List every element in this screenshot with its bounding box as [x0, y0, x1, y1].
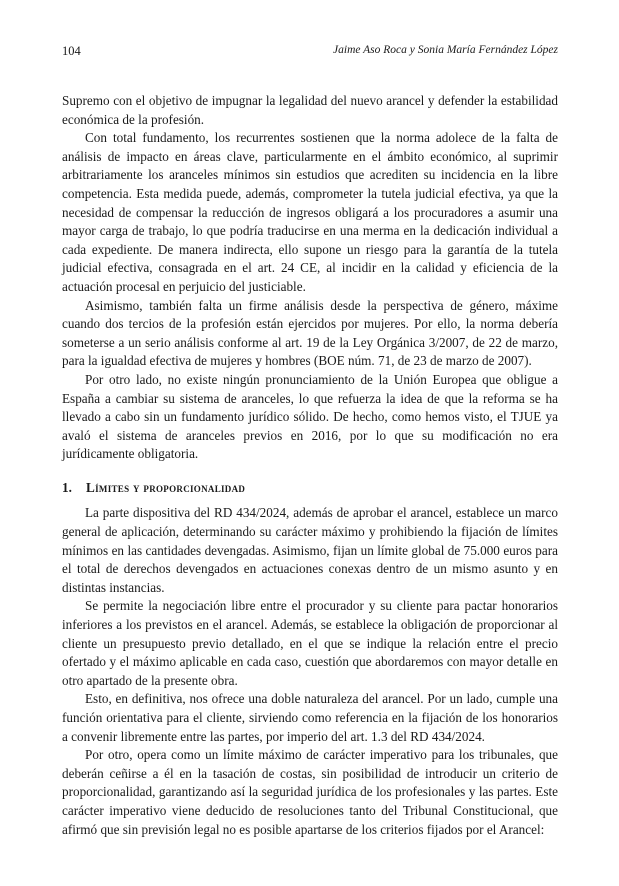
page-header	[62, 44, 558, 62]
paragraph: Con total fundamento, los recurrentes sostienen que la norma adolece de la falta de análisis de impacto en áreas clave, particularmente en el ámbito económico, al suprimir arbitrariamente los aranceles mínimos sin estudios que acrediten su incidencia en la libre competencia. Esta medida puede, además, comprometer la tutela judicial efectiva, ya que la necesidad de compensar la reducción de ingresos obligará a los procuradores a asumir una mayor carga de trabajo, lo que podría traducirse en una merma en la dedicación individual a cada expediente. De manera indirecta, ello supone un riesgo para la garantía de la tutela judicial efectiva, consagrada en el art. 24 CE, al incidir en la calidad y eficiencia de la actuación procesal en perjuicio del justiciable.	[62, 130, 558, 294]
running-head-authors: Jaime Aso Roca y Sonia María Fernández López	[333, 44, 558, 56]
paragraph: Supremo con el objetivo de impugnar la legalidad del nuevo arancel y defender la estabilidad económica de la profesión.	[62, 93, 558, 127]
section-title: Límites y proporcionalidad	[86, 479, 246, 495]
paragraph: Por otro lado, no existe ningún pronunciamiento de la Unión Europea que obligue a España a cambiar su sistema de aranceles, lo que refuerza la idea de que la reforma se ha llevado a cabo sin un fundamento jurídico sólido. De hecho, como hemos visto, el TJUE ya avaló el sistema de aranceles previos en 2016, por lo que su modificación no era jurídicamente obligatoria.	[62, 371, 558, 462]
paragraph: Por otro, opera como un límite máximo de carácter imperativo para los tribunales, que deberán ceñirse a él en la tasación de costas, sin posibilidad de introducir un criterio de proporcionalidad, garantizando así la seguridad jurídica de los profesionales y las partes. Este carácter imperativo viene deducido de resoluciones tanto del Tribunal Constitucional, que afirmó que sin previsión legal no es posible apartarse de los criterios fijados por el Arancel:	[62, 747, 558, 837]
paragraph: Se permite la negociación libre entre el procurador y su cliente para pactar honorarios inferiores a los previstos en el arancel. Además, se establece la obligación de proporcionar al cliente un presupuesto previo detallado, en el que se indique la relación entre el precio ofertado y el máximo aplicable en cada caso, cuestión que abordaremos con mayor detalle en otro apartado de la presente obra.	[62, 598, 558, 688]
body-text	[62, 92, 558, 839]
section-heading	[62, 479, 558, 498]
paragraph: Asimismo, también falta un firme análisis desde la perspectiva de género, máxime cuando dos tercios de la profesión están ejercidos por mujeres. Por ello, la norma debería someterse a un serio análisis conforme al art. 19 de la Ley Orgánica 3/2007, de 22 de marzo, para la igualdad efectiva de mujeres y hombres (BOE núm. 71, de 23 de marzo de 2007).	[62, 297, 558, 369]
page-number: 104	[62, 44, 81, 58]
paragraph: Esto, en definitiva, nos ofrece una doble naturaleza del arancel. Por un lado, cumple una función orientativa para el cliente, sirviendo como referencia en la fijación de los honorarios a convenir libremente entre las partes, por imperio del art. 1.3 del RD 434/2024.	[62, 691, 558, 744]
section-number: 1.	[62, 479, 72, 495]
paragraph: La parte dispositiva del RD 434/2024, además de aprobar el arancel, establece un marco general de aplicación, determinando su carácter máximo y prohibiendo la fijación de límites mínimos en las cantidades devengadas. Asimismo, fijan un límite global de 75.000 euros para el total de derechos devengados en actuaciones conexas dentro de un mismo asunto y en distintas instancias.	[62, 505, 558, 595]
